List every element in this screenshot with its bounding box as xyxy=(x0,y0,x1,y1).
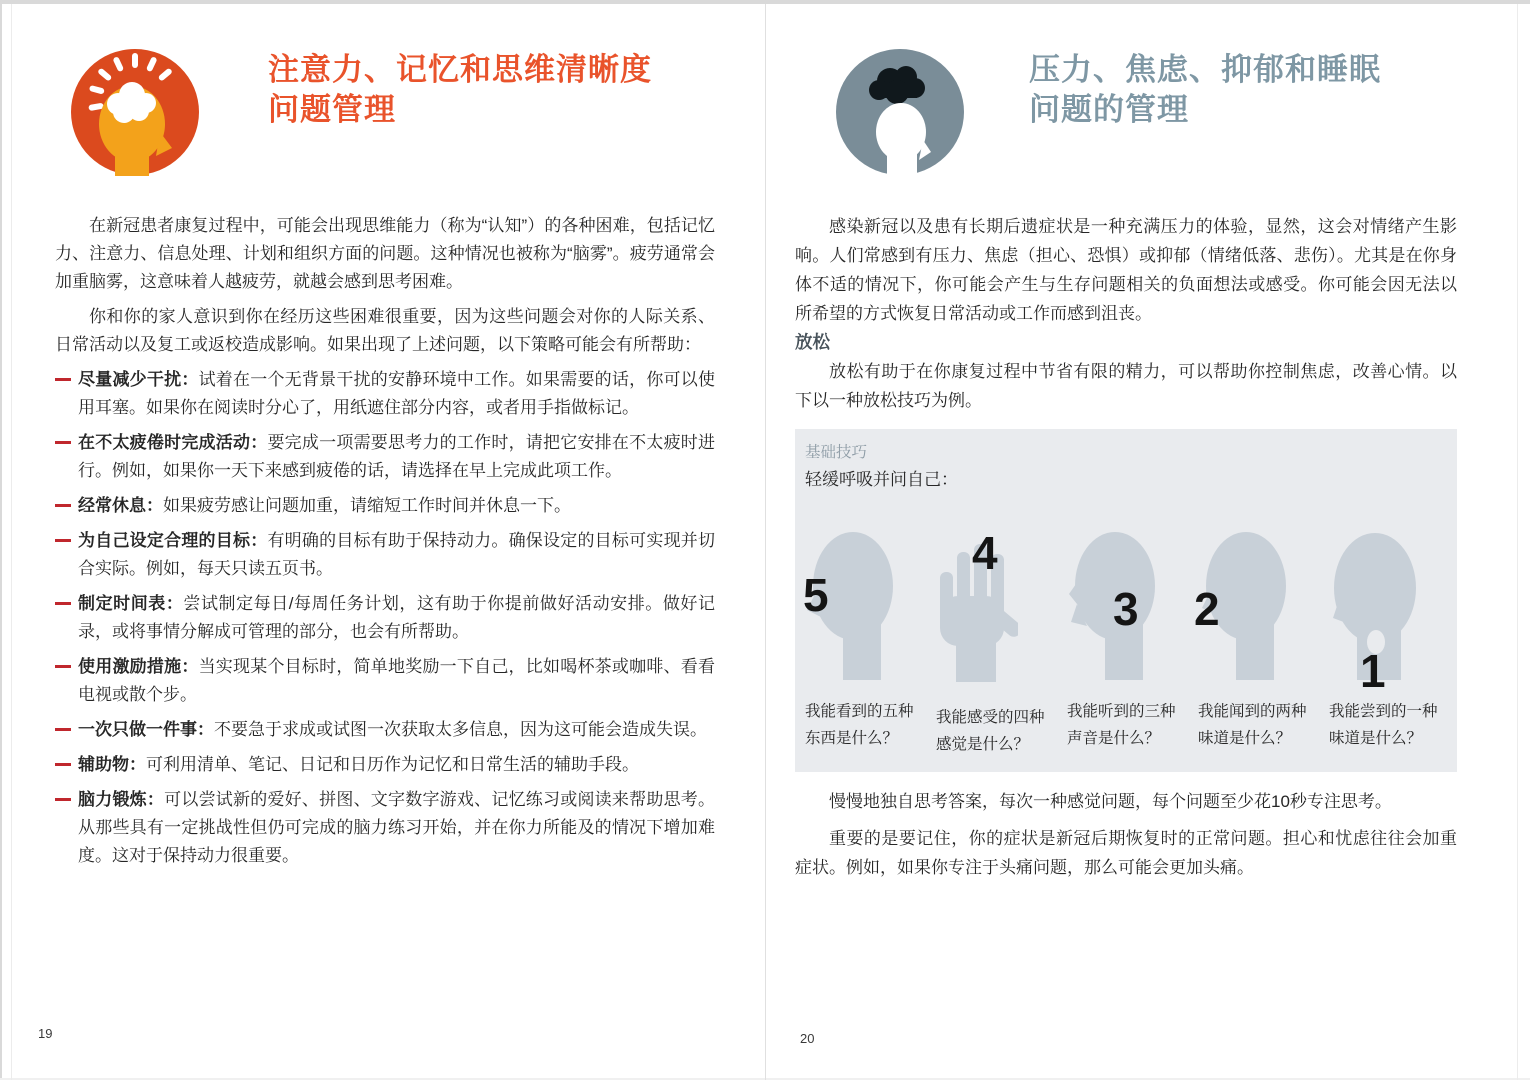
brain-head-icon xyxy=(70,48,200,181)
strategy-label: 制定时间表： xyxy=(78,594,184,613)
left-page-body xyxy=(55,212,715,877)
sense-count: 1 xyxy=(1360,645,1386,697)
sense-icon-wrap xyxy=(1067,530,1185,682)
bullet-dash-icon xyxy=(55,798,71,801)
page-title-right xyxy=(1029,50,1381,130)
closing-paragraph: 重要的是要记住，你的症状是新冠后期恢复时的正常问题。担心和忧虑往往会加重症状。例如，如果你专注于头痛问题，那么可能会更加头痛。 xyxy=(795,829,1457,877)
strategy-text: 可利用清单、笔记、日记和日历作为记忆和日常生活的辅助手段。 xyxy=(146,755,639,774)
right-page-body xyxy=(795,212,1457,882)
strategy-item xyxy=(55,590,715,646)
sense-caption: 我能听到的三种声音是什么？ xyxy=(1067,703,1176,747)
strategy-item xyxy=(55,716,715,744)
bullet-dash-icon xyxy=(55,504,71,507)
strategy-item xyxy=(55,366,715,422)
technique-box-intro: 轻缓呼吸并问自己： xyxy=(805,470,958,489)
scan-edge-left xyxy=(0,0,2,1080)
page-title-right-line2: 问题的管理 xyxy=(1029,92,1189,127)
sense-icon-wrap xyxy=(936,527,1054,688)
sense-icon-wrap xyxy=(1329,530,1447,697)
strategy-label: 在不太疲倦时完成活动： xyxy=(78,433,268,452)
strategy-item xyxy=(55,527,715,583)
cloud-head-icon xyxy=(835,48,965,181)
strategy-item xyxy=(55,653,715,709)
cloud-head-icon-graphic xyxy=(835,48,965,176)
sense-item xyxy=(1067,530,1185,758)
intro-paragraph: 在新冠患者康复过程中，可能会出现思维能力（称为“认知”）的各种困难，包括记忆力、注意力、信息处理、计划和组织方面的问题。这种情况也被称为“脑雾”。疲劳通常会加重脑雾，这意味着人越疲劳，就越会感到思考困难。 xyxy=(55,216,715,291)
strategy-label: 尽量减少干扰： xyxy=(78,370,199,389)
bullet-dash-icon xyxy=(55,539,71,542)
sense-count: 4 xyxy=(972,527,998,579)
page-title-left-line1: 注意力、记忆和思维清晰度 xyxy=(268,52,652,87)
closing-paragraph: 慢慢地独自思考答案，每次一种感觉问题，每个问题至少花10秒专注思考。 xyxy=(829,792,1392,811)
page-edge-line-right xyxy=(1517,4,1518,1080)
bullet-dash-icon xyxy=(55,378,71,381)
page-number-left: 19 xyxy=(38,1026,53,1041)
strategy-text: 当实现某个目标时，简单地奖励一下自己，比如喝杯茶或咖啡、看看电视或散个步。 xyxy=(78,657,716,704)
page-title-right-line1: 压力、焦虑、抑郁和睡眠 xyxy=(1029,52,1381,87)
technique-box xyxy=(795,429,1457,772)
strategy-text: 如果疲劳感让问题加重，请缩短工作时间并休息一下。 xyxy=(163,496,571,515)
sense-caption: 我能感受的四种感觉是什么？ xyxy=(936,709,1045,753)
page-edge-line-left xyxy=(11,4,12,1080)
senses-row xyxy=(803,527,1447,758)
bullet-dash-icon xyxy=(55,441,71,444)
brain-head-icon-graphic xyxy=(70,48,200,176)
sense-caption: 我能闻到的两种味道是什么？ xyxy=(1198,703,1307,747)
strategy-list xyxy=(55,366,715,870)
bullet-dash-icon xyxy=(55,665,71,668)
sense-count: 3 xyxy=(1113,583,1139,635)
strategy-label: 脑力锻炼： xyxy=(78,790,165,809)
sense-icon-wrap xyxy=(805,530,923,682)
technique-box-label: 基础技巧 xyxy=(805,444,868,461)
sense-count: 5 xyxy=(803,569,829,621)
page-title-left-line2: 问题管理 xyxy=(268,92,396,127)
strategy-label: 一次只做一件事： xyxy=(78,720,214,739)
strategy-item xyxy=(55,751,715,779)
sense-caption: 我能看到的五种东西是什么？ xyxy=(805,703,914,747)
strategy-label: 使用激励措施： xyxy=(78,657,199,676)
strategy-label: 经常休息： xyxy=(78,496,163,515)
strategy-text: 不要急于求成或试图一次获取太多信息，因为这可能会造成失误。 xyxy=(214,720,707,739)
strategy-item xyxy=(55,429,715,485)
sense-count: 2 xyxy=(1194,583,1220,635)
sense-item xyxy=(1194,530,1316,758)
page-number-right: 20 xyxy=(800,1031,815,1046)
bullet-dash-icon xyxy=(55,763,71,766)
strategy-item xyxy=(55,786,715,870)
bullet-dash-icon xyxy=(55,728,71,731)
strategy-text: 有明确的目标有助于保持动力。确保设定的目标可实现并切合实际。例如，每天只读五页书。 xyxy=(78,531,716,578)
strategy-text: 要完成一项需要思考力的工作时，请把它安排在不太疲时进行。例如，如果你一天下来感到疲倦的话，请选择在早上完成此项工作。 xyxy=(78,433,716,480)
strategy-text: 试着在一个无背景干扰的安静环境中工作。如果需要的话，你可以使用耳塞。如果你在阅读时分心了，用纸遮住部分内容，或者用手指做标记。 xyxy=(78,370,716,417)
relax-heading: 放松 xyxy=(795,332,830,352)
strategy-item xyxy=(55,492,715,520)
bullet-dash-icon xyxy=(55,602,71,605)
sense-item xyxy=(936,527,1054,758)
relax-paragraph: 放松有助于在你康复过程中节省有限的精力，可以帮助你控制焦虑，改善心情。以下以一种放松技巧为例。 xyxy=(795,362,1457,410)
sense-item xyxy=(805,530,923,758)
sense-icon-wrap xyxy=(1194,530,1316,682)
sense-item xyxy=(1329,530,1447,758)
page-title-left xyxy=(268,50,652,130)
hear-head-icon xyxy=(1069,530,1155,680)
strategy-label: 为自己设定合理的目标： xyxy=(78,531,268,550)
strategy-label: 辅助物： xyxy=(78,755,146,774)
strategy-text: 尝试制定每日/每周任务计划，这有助于你提前做好活动安排。做好记录，或将事情分解成可管理的部分，也会有所帮助。 xyxy=(78,594,716,641)
sense-caption: 我能尝到的一种味道是什么？ xyxy=(1329,703,1438,747)
page-divider xyxy=(765,4,766,1080)
intro-paragraph: 你和你的家人意识到你在经历这些困难很重要，因为这些问题会对你的人际关系、日常活动以及复工或返校造成影响。如果出现了上述问题，以下策略可能会有所帮助： xyxy=(55,307,715,354)
strategy-text: 可以尝试新的爱好、拼图、文字数字游戏、记忆练习或阅读来帮助思考。从那些具有一定挑战性但仍可完成的脑力练习开始，并在你力所能及的情况下增加难度。这对于保持动力很重要。 xyxy=(78,790,716,865)
intro-paragraph: 感染新冠以及患有长期后遗症状是一种充满压力的体验，显然，这会对情绪产生影响。人们常感到有压力、焦虑（担心、恐惧）或抑郁（情绪低落、悲伤）。尤其是在你身体不适的情况下，你可能会产生与生存问题相关的负面想法或感受。你可能会因无法以所希望的方式恢复日常活动或工作而感到沮丧。 xyxy=(795,217,1457,323)
